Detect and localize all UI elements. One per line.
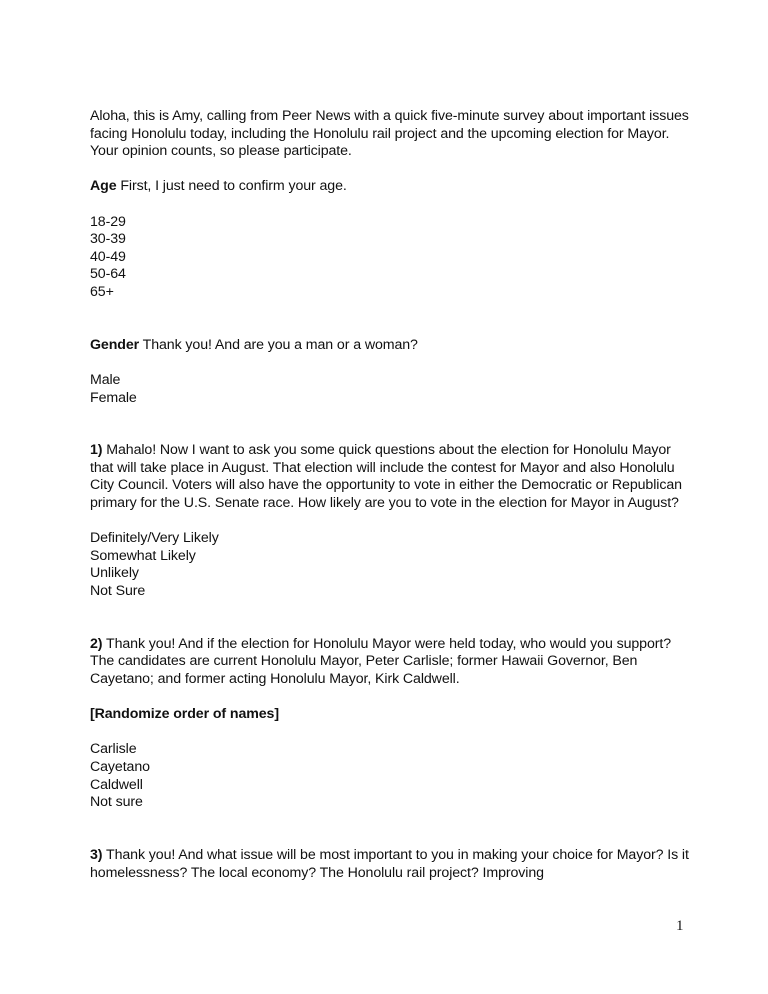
question-1-text: Mahalo! Now I want to ask you some quick questions about the election for Honolulu Mayor that will take place in August. That election will include the contest for Mayor and also Honolulu City Council. Voters will also have the opportunity to vote in either the Democratic or Republican primary for the U.S. Senate race. How likely are you to vote in the election for Mayor in August? bbox=[90, 442, 682, 512]
question-2-option: Not sure bbox=[90, 794, 143, 811]
age-label: Age bbox=[90, 178, 117, 195]
randomize-instruction: [Randomize order of names] bbox=[90, 706, 279, 723]
intro-paragraph: Aloha, this is Amy, calling from Peer News with a quick five-minute survey about important issues facing Honolulu today, including the Honolulu rail project and the upcoming election for Mayor. Your opinion counts, so please participate. bbox=[90, 108, 689, 160]
question-1-label: 1) bbox=[90, 442, 103, 459]
question-3 bbox=[90, 847, 690, 882]
question-2-label: 2) bbox=[90, 635, 103, 652]
question-1-option: Unlikely bbox=[90, 565, 139, 582]
gender-options bbox=[90, 372, 690, 407]
question-2-option: Carlisle bbox=[90, 741, 137, 758]
age-option: 50-64 bbox=[90, 266, 126, 283]
question-1-option: Definitely/Very Likely bbox=[90, 530, 219, 547]
question-2-option: Cayetano bbox=[90, 758, 150, 775]
question-2-options bbox=[90, 741, 690, 811]
question-1-option: Not Sure bbox=[90, 583, 146, 600]
page-number: 1 bbox=[676, 918, 684, 934]
question-1-options bbox=[90, 530, 690, 600]
question-3-label: 3) bbox=[90, 846, 103, 863]
gender-label: Gender bbox=[90, 336, 140, 353]
gender-question bbox=[90, 337, 690, 355]
age-question bbox=[90, 178, 690, 196]
age-option: 40-49 bbox=[90, 248, 126, 265]
question-1-option: Somewhat Likely bbox=[90, 547, 196, 564]
age-question-text: First, I just need to confirm your age. bbox=[116, 178, 347, 195]
question-1 bbox=[90, 442, 690, 512]
gender-option: Female bbox=[90, 389, 137, 406]
question-2-option: Caldwell bbox=[90, 776, 143, 793]
question-2-text: Thank you! And if the election for Honolulu Mayor were held today, who would you support? The candidates are current Honolulu Mayor, Peter Carlisle; former Hawaii Governor, Ben Cayetano; and former acting Honolulu Mayor, Kirk Caldwell. bbox=[90, 635, 671, 687]
question-3-text: Thank you! And what issue will be most important to you in making your choice for Mayor? Is it homelessness? The local economy? The Honolulu rail project? Improving bbox=[90, 846, 689, 881]
question-2-instruction bbox=[90, 706, 690, 724]
survey-script bbox=[90, 108, 690, 882]
age-options bbox=[90, 214, 690, 302]
age-option: 18-29 bbox=[90, 213, 126, 230]
question-2 bbox=[90, 636, 690, 689]
gender-option: Male bbox=[90, 371, 121, 388]
gender-question-text: Thank you! And are you a man or a woman? bbox=[139, 336, 418, 353]
age-option: 30-39 bbox=[90, 231, 126, 248]
age-option: 65+ bbox=[90, 283, 114, 300]
